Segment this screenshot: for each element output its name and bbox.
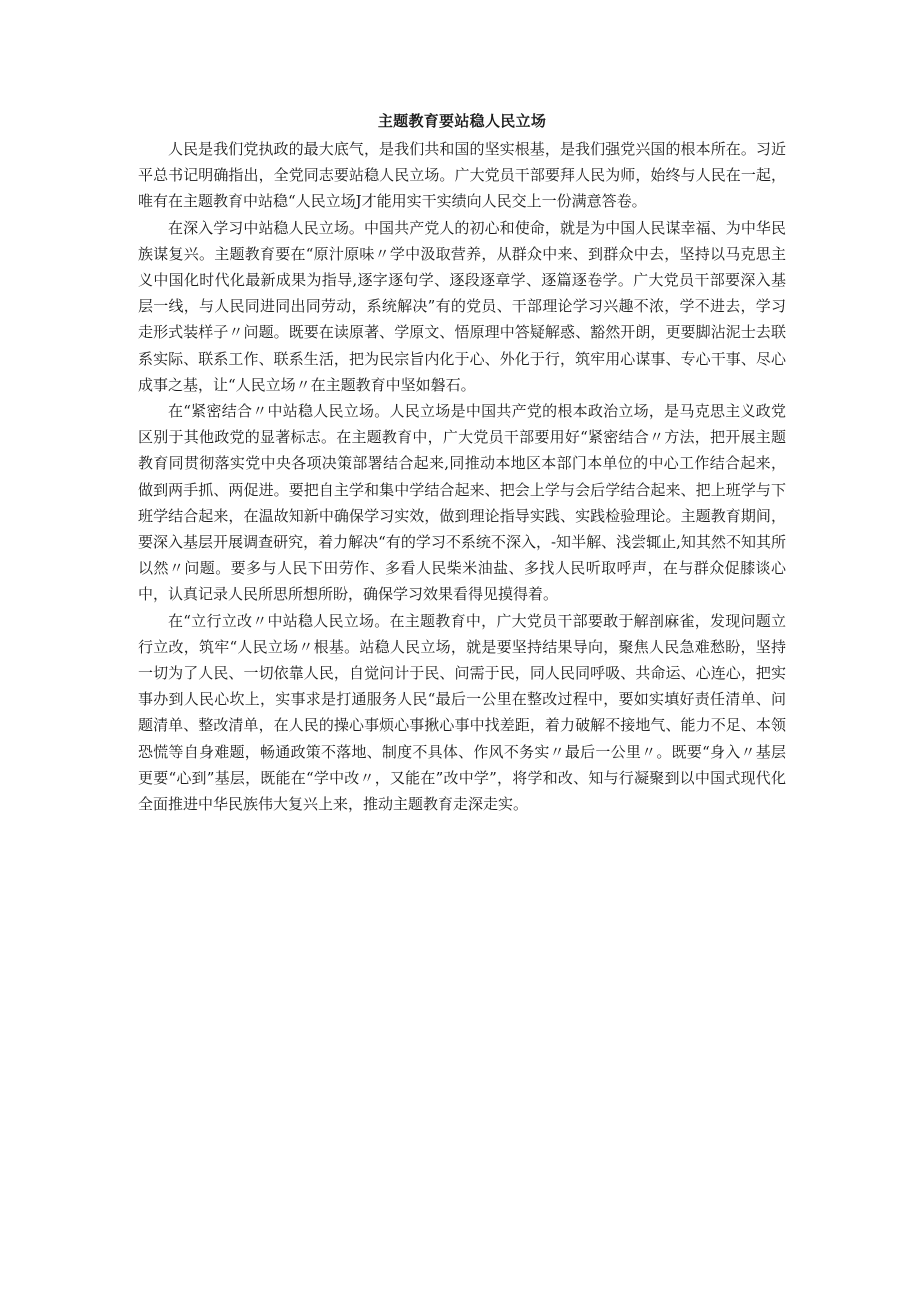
paragraph-rectify: 在“立行立改〃中站稳人民立场。在主题教育中，广大党员干部要敢于解剖麻雀，发现问题立行立改，筑牢“人民立场〃根基。站稳人民立场，就是要坚持结果导向，聚焦人民急难愁盼，坚持一切为了人民、一切依靠人民，自觉问计于民、问需于民，同人民同呼吸、共命运、心连心，把实事办到人民心坎上，实事求是打通服务人民“最后一公里在整改过程中，要如实填好责任清单、问题清单、整改清单，在人民的操心事烦心事揪心事中找差距，着力破解不接地气、能力不足、本领恐慌等自身难题，畅通政策不落地、制度不具体、作风不务实〃最后一公里〃。既要“身入〃基层更要“心到”基层，既能在“学中改〃，又能在”改中学”，将学和改、知与行凝聚到以中国式现代化全面推进中华民族伟大复兴上来，推动主题教育走深走实。 [138, 611, 786, 814]
paragraph-combine: 在“紧密结合〃中站稳人民立场。人民立场是中国共产党的根本政治立场，是马克思主义政党区别于其他政党的显著标志。在主题教育中，广大党员干部要用好“紧密结合〃方法，把开展主题教育同贯彻落实党中央各项决策部署结合起来,同推动本地区本部门本单位的中心工作结合起来，做到两手抓、两促进。要把自主学和集中学结合起来、把会上学与会后学结合起来、把上班学与下班学结合起来，在温故知新中确保学习实效，做到理论指导实践、实践检验理论。主题教育期间，要深入基层开展调查研究，着力解决“有的学习不系统不深入，-知半解、浅尝辄止,知其然不知其所以然〃问题。要多与人民下田劳作、多看人民柴米油盐、多找人民听取呼声，在与群众促膝谈心中，认真记录人民所思所想所盼，确保学习效果看得见摸得着。 [138, 402, 786, 604]
document-title: 主题教育要站稳人民立场 [377, 112, 547, 130]
paragraph-intro: 人民是我们党执政的最大底气，是我们共和国的坚实根基，是我们强党兴国的根本所在。习近平总书记明确指出，全党同志要站稳人民立场。广大党员干部要拜人民为师，始终与人民在一起，唯有在主题教育中站稳“人民立场J才能用实干实绩向人民交上一份满意答卷。 [138, 140, 786, 211]
paragraph-study: 在深入学习中站稳人民立场。中国共产党人的初心和使命，就是为中国人民谋幸福、为中华民族谋复兴。主题教育要在“原汁原味〃学中汲取营养，从群众中来、到群众中去，坚持以马克思主义中国化时代化最新成果为指导,逐字逐句学、逐段逐章学、逐篇逐卷学。广大党员干部要深入基层一线，与人民同进同出同劳动，系统解决”有的党员、干部理论学习兴趣不浓，学不进去，学习走形式装样子〃问题。既要在读原著、学原文、悟原理中答疑解惑、豁然开朗，更要脚沾泥士去联系实际、联系工作、联系生活，把为民宗旨内化于心、外化于行，筑牢用心谋事、专心干事、尽心成事之基，让“人民立场〃在主题教育中坚如磐石。 [138, 218, 786, 394]
document-page [138, 108, 786, 817]
